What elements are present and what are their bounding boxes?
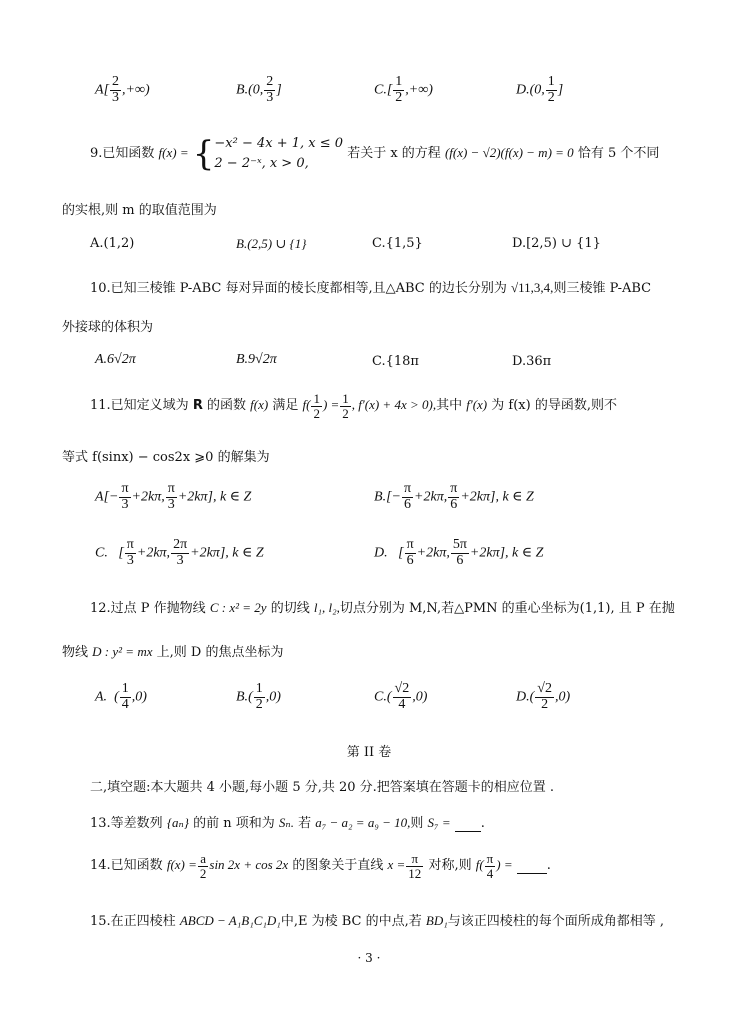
q10-line1: 10.已知三棱锥 P-ABC 每对异面的棱长度都相等,且△ABC 的边长分别为 √11,3,4,则三棱锥 P-ABC [90, 280, 652, 296]
q12-line1: 12.过点 P 作抛物线 C : x² = 2y 的切线 l₁, l₂,切点分别为 M,N,若△PMN 的重心坐标为(1,1), 且 P 在抛 [90, 600, 675, 616]
section2-header: 二,填空题:本大题共 4 小题,每小题 5 分,共 20 分.把答案填在答题卡的相应位置 . [90, 780, 555, 795]
q9-line1: 9.已知函数 f(x) = { −x² − 4x + 1, x ≤ 0 2 − 2⁻ˣ, x > 0, 若关于 x 的方程 (f(x) − √2)(f(x) − m) = 0 恰有 5 个不同 [90, 133, 660, 174]
q10-option-d: D.36π [512, 354, 552, 369]
page-number: · 3 · [357, 951, 381, 965]
part2-title: 第 II 卷 [346, 745, 392, 760]
q12-option-c: C.( $\frac{√2}{4}$ ,0) [374, 681, 428, 712]
q11-option-d: D. [ $\frac{\pi}{6}$ +2kπ, $\frac{5\pi}{6}$ +2kπ], k ∈ Z [374, 537, 544, 568]
q10-option-a: A.6√2π [95, 352, 136, 367]
q8-option-b: B.(0, $\frac{2}{3}$ ] [236, 74, 282, 105]
q11-option-b: B.[− $\frac{\pi}{6}$ +2kπ, $\frac{\pi}{6}$ +2kπ], k ∈ Z [374, 481, 534, 512]
q9-option-c: C.{1,5} [372, 236, 423, 251]
q9-line2: 的实根,则 m 的取值范围为 [62, 203, 217, 218]
q14-answer-blank [517, 858, 547, 874]
q11-line1: 11.已知定义域为 R 的函数 f(x) 满足 f( $\frac{1}{2}$ ) = $\frac{1}{2}$ , f′(x) + 4x > 0),其中 f′(x) 为 f(x) 的导函数,则不 [90, 391, 617, 421]
q15-line: 15.在正四棱柱 ABCD − A₁B₁C₁D₁中,E 为棱 BC 的中点,若 BD₁与该正四棱柱的每个面所成角都相等 , [90, 913, 664, 929]
q8-option-a: A[ $\frac{2}{3}$ ,+∞) [95, 74, 150, 105]
q9-option-a: A.(1,2) [90, 236, 135, 251]
q12-line2: 物线 D : y² = mx 上,则 D 的焦点坐标为 [62, 644, 284, 660]
q12-option-b: B.( $\frac{1}{2}$ ,0) [236, 681, 281, 712]
q9-option-b: B.(2,5) ∪ {1} [236, 236, 307, 251]
q8-option-c: C.[ $\frac{1}{2}$ ,+∞) [374, 74, 433, 105]
q14-line: 14.已知函数 f(x) = $\frac{a}{2}$ sin 2x + cos 2x 的图象关于直线 x = $\frac{\pi}{12}$ 对称,则 f( $\frac{\pi}{4}$ ) = . [90, 851, 551, 881]
q12-option-a: A. ( $\frac{1}{4}$ ,0) [95, 681, 147, 712]
q9-option-d: D.[2,5) ∪ {1} [512, 236, 601, 251]
q10-line2: 外接球的体积为 [62, 320, 154, 335]
q11-line2: 等式 f(sinx) − cos2x ⩾0 的解集为 [62, 450, 270, 465]
q13-line: 13.等差数列 {aₙ} 的前 n 项和为 Sₙ. 若 a₇ − a₂ = a₉ − 10,则 S₇ = . [90, 815, 485, 831]
q11-option-c: C. [ $\frac{\pi}{3}$ +2kπ, $\frac{2\pi}{3}$ +2kπ], k ∈ Z [95, 537, 264, 568]
q10-option-b: B.9√2π [236, 352, 277, 367]
q12-option-d: D.( $\frac{√2}{2}$ ,0) [516, 681, 571, 712]
q8-option-d: D.(0, $\frac{1}{2}$ ] [516, 74, 564, 105]
q13-answer-blank [455, 816, 481, 832]
q10-option-c: C.{18π [372, 354, 419, 369]
q11-option-a: A[− $\frac{\pi}{3}$ +2kπ, $\frac{\pi}{3}$ +2kπ], k ∈ Z [95, 481, 252, 512]
